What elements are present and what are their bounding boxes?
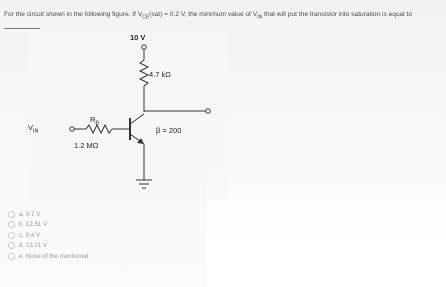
option-d[interactable] — [8, 241, 89, 252]
vin-letter: V — [28, 123, 34, 132]
output-terminal — [206, 109, 210, 113]
rc-label: 4.7 kΩ — [149, 70, 171, 79]
input-terminal — [70, 127, 74, 131]
vin-label — [28, 123, 39, 135]
answer-blank — [4, 22, 40, 29]
question-text-part1: For the circuit shown in the following figure. If V — [4, 11, 143, 18]
circuit-diagram — [28, 30, 228, 200]
supply-terminal — [142, 45, 146, 49]
vin-sub: IN — [33, 128, 39, 135]
radio-button[interactable] — [8, 221, 15, 228]
emitter-arrow — [137, 138, 144, 144]
radio-button[interactable] — [8, 253, 15, 260]
option-label: c. 9.4 V — [19, 231, 40, 239]
answer-options — [8, 209, 89, 262]
radio-button[interactable] — [8, 211, 15, 218]
beta-label: β = 200 — [156, 126, 182, 135]
option-label: a. 0.7 V — [19, 210, 41, 218]
supply-label: 10 V — [130, 33, 146, 42]
question-sub-in: IN — [257, 14, 263, 21]
option-a[interactable] — [8, 209, 89, 220]
option-label: d. 13.21 V — [19, 242, 48, 250]
circuit-schematic — [28, 30, 228, 200]
radio-button[interactable] — [8, 232, 15, 239]
radio-button[interactable] — [8, 242, 15, 249]
collector-resistor — [140, 60, 148, 86]
question-sub-ce: CE — [142, 14, 150, 21]
transistor-collector-lead — [130, 114, 144, 124]
question-text-part2: (sat) = 0.2 V, the minimum value of V — [149, 11, 258, 18]
option-label: e. None of the mentioned — [19, 252, 89, 260]
rb-letter: R — [90, 115, 96, 124]
page-fade — [206, 168, 446, 287]
option-c[interactable] — [8, 230, 89, 241]
option-e[interactable] — [8, 251, 89, 262]
question-text-part3: that will put the transistor into saturation is equal to — [262, 11, 413, 18]
option-b[interactable] — [8, 220, 89, 231]
rb-label — [90, 115, 99, 127]
option-label: b. 12.51 V — [19, 221, 48, 229]
rb-sub: B — [95, 120, 100, 127]
rb-value-label: 1.2 MΩ — [74, 141, 99, 150]
